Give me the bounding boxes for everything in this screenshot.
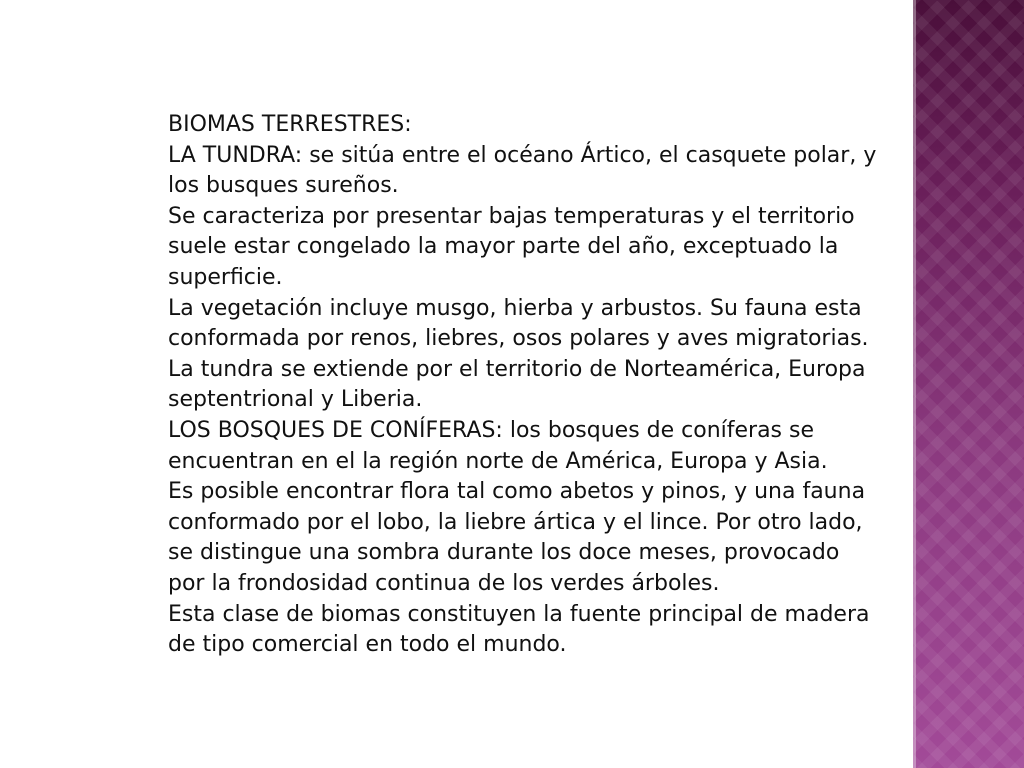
slide-body-text	[168, 110, 878, 661]
decorative-side-band	[913, 0, 1024, 768]
side-band-edge	[913, 0, 916, 768]
paragraph-tundra-climate: Se caracteriza por presentar bajas temperaturas y el territorio suele estar congelado la mayor parte del año, exceptuado la superficie.	[168, 203, 855, 290]
slide-heading: BIOMAS TERRESTRES:	[168, 112, 412, 137]
paragraph-tundra-location: LA TUNDRA: se sitúa entre el océano Ártico, el casquete polar, y los busques sureños.	[168, 142, 877, 199]
paragraph-tundra-vegetation: La vegetación incluye musgo, hierba y arbustos. Su fauna esta conformada por renos, liebres, osos polares y aves migratorias.	[168, 295, 869, 352]
paragraph-conifer-wood: Esta clase de biomas constituyen la fuente principal de madera de tipo comercial en todo el mundo.	[168, 601, 870, 658]
paragraph-conifer-location: LOS BOSQUES DE CONÍFERAS: los bosques de coníferas se encuentran en el la región norte de América, Europa y Asia.	[168, 417, 828, 474]
paragraph-tundra-extent: La tundra se extiende por el territorio de Norteamérica, Europa septentrional y Liberia.	[168, 356, 866, 413]
paragraph-conifer-flora-fauna: Es posible encontrar flora tal como abetos y pinos, y una fauna conformado por el lobo, la liebre ártica y el lince. Por otro lado, se distingue una sombra durante los doce meses, provocado por la frondosidad continua de los verdes árboles.	[168, 479, 866, 596]
